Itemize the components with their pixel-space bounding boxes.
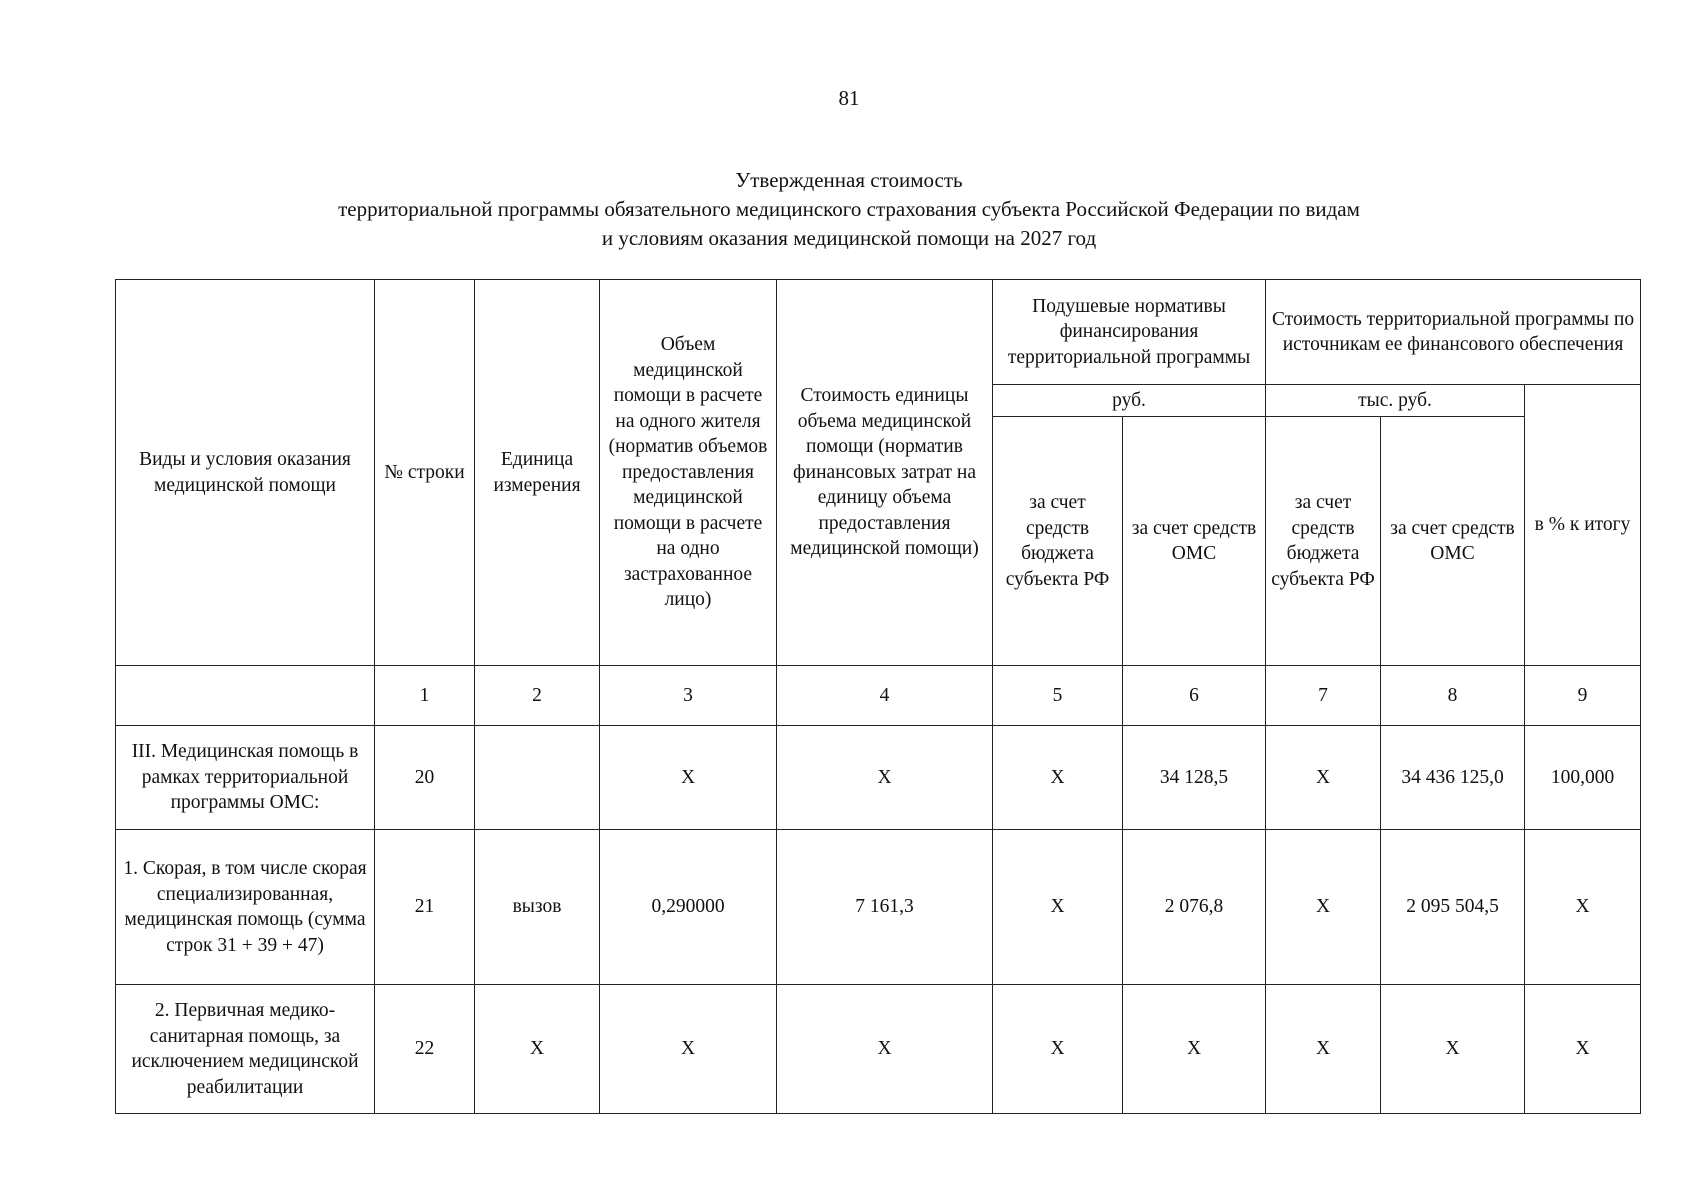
row-per-capita-oms: Х bbox=[1123, 985, 1266, 1114]
row-cost-oms: Х bbox=[1381, 985, 1525, 1114]
title-line-2: территориальной программы обязательного медицинского страхования субъекта Российской Федерации по видам bbox=[338, 197, 1360, 221]
table-row bbox=[116, 726, 1641, 830]
table-row bbox=[116, 830, 1641, 985]
row-cost-oms: 2 095 504,5 bbox=[1381, 830, 1525, 985]
row-unit-cost: 7 161,3 bbox=[777, 830, 993, 985]
row-per-capita-oms: 34 128,5 bbox=[1123, 726, 1266, 830]
row-per-capita-budget: Х bbox=[993, 726, 1123, 830]
row-number: 20 bbox=[375, 726, 475, 830]
row-name: 2. Первичная медико-санитарная помощь, за исключением медицинской реабилитации bbox=[116, 985, 375, 1114]
column-number-2: 2 bbox=[475, 666, 600, 726]
row-unit-cost: Х bbox=[777, 985, 993, 1114]
header-unit: Единица измерения bbox=[475, 280, 600, 666]
title-line-3: и условиям оказания медицинской помощи на 2027 год bbox=[601, 226, 1097, 250]
document-title bbox=[0, 166, 1698, 253]
row-per-capita-budget: Х bbox=[993, 985, 1123, 1114]
row-name: III. Медицинская помощь в рамках территориальной программы ОМС: bbox=[116, 726, 375, 830]
header-unit-rub: руб. bbox=[993, 385, 1266, 417]
header-kinds: Виды и условия оказания медицинской помощи bbox=[116, 280, 375, 666]
row-unit: Х bbox=[475, 985, 600, 1114]
column-number-8: 8 bbox=[1381, 666, 1525, 726]
column-number-3: 3 bbox=[600, 666, 777, 726]
header-volume: Объем медицинской помощи в расчете на одного жителя (норматив объемов предоставления медицинской помощи в расчете на одно застрахованное лицо) bbox=[600, 280, 777, 666]
row-per-capita-budget: Х bbox=[993, 830, 1123, 985]
row-cost-budget: Х bbox=[1266, 726, 1381, 830]
cost-table bbox=[115, 279, 1641, 1114]
row-percent: 100,000 bbox=[1525, 726, 1641, 830]
column-number-0 bbox=[116, 666, 375, 726]
row-name: 1. Скорая, в том числе скорая специализированная, медицинская помощь (сумма строк 31 + 39 + 47) bbox=[116, 830, 375, 985]
row-volume: Х bbox=[600, 985, 777, 1114]
header-oms-funds-2: за счет средств ОМС bbox=[1381, 417, 1525, 666]
row-percent: Х bbox=[1525, 830, 1641, 985]
header-percent-total: в % к итогу bbox=[1525, 385, 1641, 666]
column-number-4: 4 bbox=[777, 666, 993, 726]
header-unit-cost: Стоимость единицы объема медицинской помощи (норматив финансовых затрат на единицу объема предоставления медицинской помощи) bbox=[777, 280, 993, 666]
row-cost-budget: Х bbox=[1266, 830, 1381, 985]
row-unit-cost: Х bbox=[777, 726, 993, 830]
title-line-1: Утвержденная стоимость bbox=[735, 168, 963, 192]
table-row bbox=[116, 985, 1641, 1114]
column-number-1: 1 bbox=[375, 666, 475, 726]
row-percent: Х bbox=[1525, 985, 1641, 1114]
row-unit: вызов bbox=[475, 830, 600, 985]
column-number-9: 9 bbox=[1525, 666, 1641, 726]
row-cost-budget: Х bbox=[1266, 985, 1381, 1114]
row-volume: Х bbox=[600, 726, 777, 830]
row-per-capita-oms: 2 076,8 bbox=[1123, 830, 1266, 985]
page-number: 81 bbox=[838, 86, 860, 110]
row-volume: 0,290000 bbox=[600, 830, 777, 985]
header-budget-subject: за счет средств бюджета субъекта РФ bbox=[993, 417, 1123, 666]
row-cost-oms: 34 436 125,0 bbox=[1381, 726, 1525, 830]
row-unit bbox=[475, 726, 600, 830]
header-group-per-capita: Подушевые нормативы финансирования территориальной программы bbox=[993, 280, 1266, 385]
row-number: 21 bbox=[375, 830, 475, 985]
column-number-5: 5 bbox=[993, 666, 1123, 726]
header-row-no: № строки bbox=[375, 280, 475, 666]
header-group-cost: Стоимость территориальной программы по источникам ее финансового обеспечения bbox=[1266, 280, 1641, 385]
column-number-7: 7 bbox=[1266, 666, 1381, 726]
header-unit-thousand-rub: тыс. руб. bbox=[1266, 385, 1525, 417]
row-number: 22 bbox=[375, 985, 475, 1114]
header-budget-subject-2: за счет средств бюджета субъекта РФ bbox=[1266, 417, 1381, 666]
column-number-6: 6 bbox=[1123, 666, 1266, 726]
header-oms-funds: за счет средств ОМС bbox=[1123, 417, 1266, 666]
